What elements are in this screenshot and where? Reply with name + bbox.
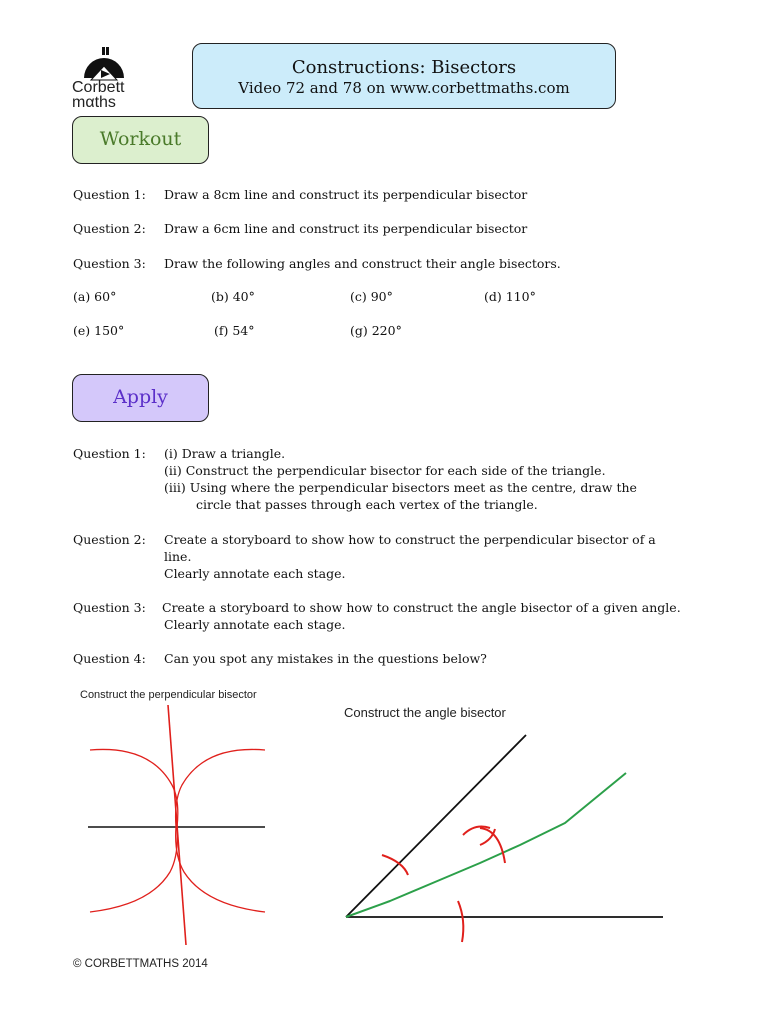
intersect-arc-1b	[480, 829, 495, 845]
angle-bisector-figure	[330, 725, 670, 950]
apply-q1-part-iii-line1: (iii) Using where the perpendicular bisectors meet as the centre, draw the	[164, 480, 637, 495]
apply-q2-line2: line.	[164, 549, 192, 564]
page-title: Constructions: Bisectors	[291, 57, 517, 78]
apply-q4-number: Question 4:	[73, 651, 146, 666]
angle-option-d: (d) 110°	[484, 289, 536, 304]
brand-line-1: Corbett	[72, 79, 125, 96]
copyright-footer: © CORBETTMATHS 2014	[73, 958, 208, 970]
left-arc	[90, 749, 178, 912]
workout-q3-text: Draw the following angles and construct their angle bisectors.	[164, 256, 561, 271]
perp-bisector-figure-title: Construct the perpendicular bisector	[80, 689, 257, 701]
workout-q2-number: Question 2:	[73, 221, 146, 236]
angle-option-c: (c) 90°	[350, 289, 393, 304]
apply-q1-part-ii: (ii) Construct the perpendicular bisector for each side of the triangle.	[164, 463, 606, 478]
apply-q3-line1: Create a storyboard to show how to construct the angle bisector of a given angle.	[162, 600, 681, 615]
apply-q2-line3: Clearly annotate each stage.	[164, 566, 346, 581]
perp-bisector-figure	[80, 700, 295, 952]
angle-option-e: (e) 150°	[73, 323, 125, 338]
apply-q3-number: Question 3:	[73, 600, 146, 615]
workout-q1-number: Question 1:	[73, 187, 146, 202]
angle-option-b: (b) 40°	[211, 289, 255, 304]
workout-heading: Workout	[72, 116, 209, 164]
apply-q3-line2: Clearly annotate each stage.	[164, 617, 346, 632]
workout-q1-text: Draw a 8cm line and construct its perpendicular bisector	[164, 187, 528, 202]
angle-option-f: (f) 54°	[214, 323, 255, 338]
brand-line-2: mαths	[72, 94, 116, 111]
apply-q2-line1: Create a storyboard to show how to construct the perpendicular bisector of a	[164, 532, 656, 547]
workout-q2-text: Draw a 6cm line and construct its perpendicular bisector	[164, 221, 528, 236]
arc-mark-base	[458, 901, 463, 942]
apply-q1-part-i: (i) Draw a triangle.	[164, 446, 286, 461]
bisector-ray	[346, 773, 626, 917]
angle-option-g: (g) 220°	[350, 323, 402, 338]
bisector-line	[168, 705, 186, 945]
angle-upper-ray	[346, 735, 526, 917]
intersect-arc-1	[463, 827, 490, 835]
angle-option-a: (a) 60°	[73, 289, 117, 304]
title-box	[192, 43, 616, 109]
workout-q3-number: Question 3:	[73, 256, 146, 271]
page-subtitle: Video 72 and 78 on www.corbettmaths.com	[238, 79, 570, 97]
right-arc	[176, 749, 265, 912]
apply-q4-text: Can you spot any mistakes in the questions below?	[164, 651, 487, 666]
apply-heading: Apply	[72, 374, 209, 422]
angle-bisector-figure-title: Construct the angle bisector	[344, 705, 506, 720]
apply-q2-number: Question 2:	[73, 532, 146, 547]
brand-wordmark	[72, 80, 124, 110]
apply-q1-part-iii-line2: circle that passes through each vertex of the triangle.	[196, 497, 538, 512]
apply-q1-number: Question 1:	[73, 446, 146, 461]
